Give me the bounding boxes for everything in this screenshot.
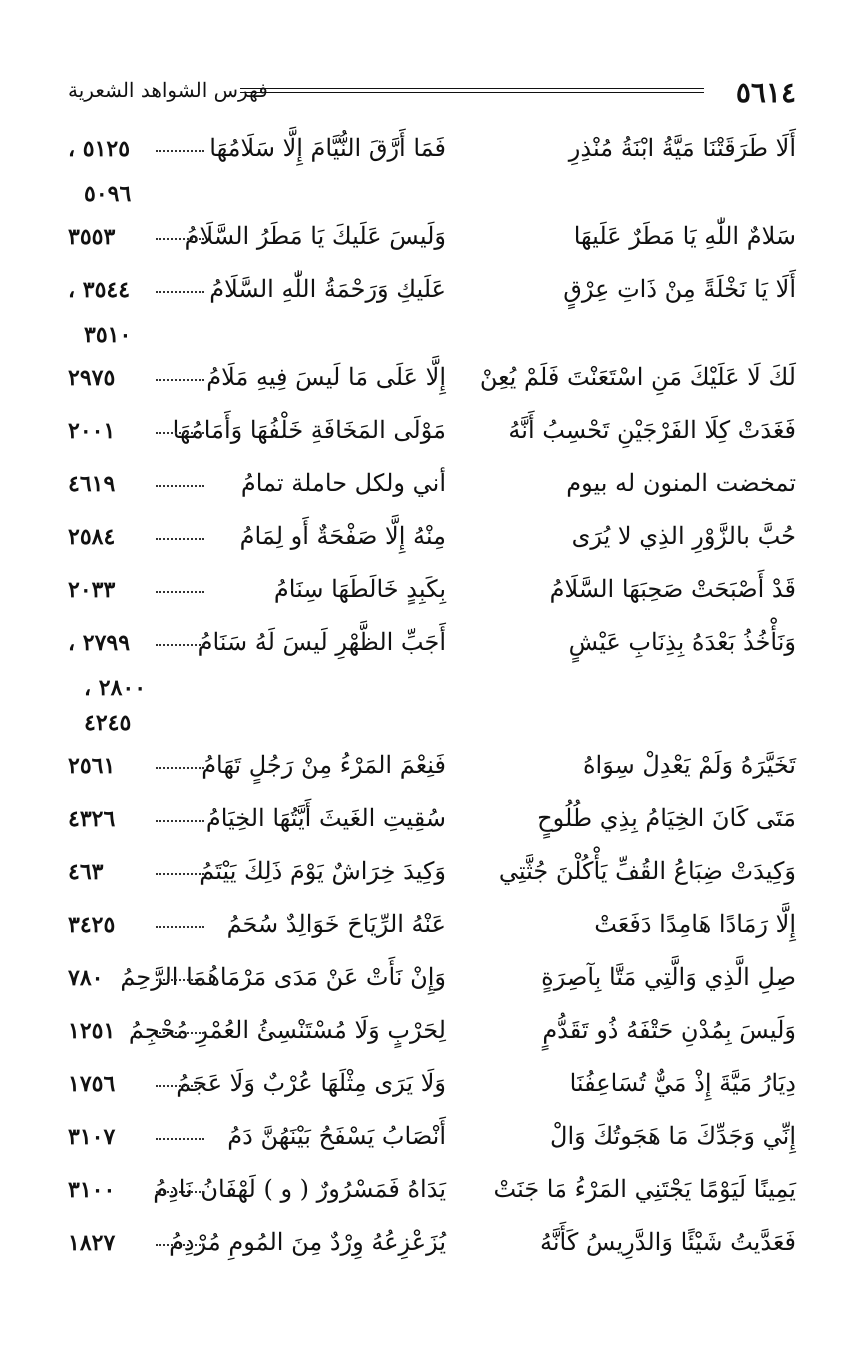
verse-second-hemistich: يَدَاهُ فَمَسْرُورٌ ( و ) لَهْفَانُ نَادِمُ (153, 1175, 446, 1203)
verse-reference-numbers: ٥١٢٥ ، (68, 136, 131, 162)
leader-dots (156, 1191, 204, 1193)
verse-row (68, 1116, 796, 1169)
verse-row (68, 904, 796, 957)
verse-second-hemistich: سُقِيتِ الغَيثَ أَيَّتُهَا الخِيَامُ (205, 804, 446, 832)
verse-row (68, 622, 796, 675)
verse-reference-numbers: ١٧٥٦ (68, 1071, 116, 1097)
leader-dots (156, 926, 204, 928)
leader-dots (156, 150, 204, 152)
page-header (68, 78, 796, 108)
verse-reference-numbers: ٢٠٣٣ (68, 577, 116, 603)
verse-row (68, 1010, 796, 1063)
verse-first-hemistich: أَلَا طَرَقَتْنَا مَيَّةُ ابْنَةُ مُنْذِرِ (568, 134, 796, 162)
verse-row (68, 410, 796, 463)
verse-reference-numbers: ٣١٠٧ (68, 1124, 116, 1150)
leader-dots (156, 1138, 204, 1140)
verse-first-hemistich: دِيَارُ مَيَّةَ إِذْ مَيٌّ تُسَاعِفُنَا (569, 1069, 796, 1097)
verse-reference-numbers: ٣٤٢٥ (68, 912, 116, 938)
verse-reference-numbers: ١٢٥١ (68, 1018, 116, 1044)
verse-second-hemistich: مِنْهُ إِلَّا صَفْحَةٌ أَو لِمَامُ (239, 522, 446, 550)
verse-second-hemistich: عَلَيكِ وَرَحْمَةُ اللّٰهِ السَّلَامُ (209, 275, 446, 303)
verse-first-hemistich: يَمِينًا لَيَوْمًا يَجْتَنِي المَرْءُ مَا جَنَتْ (493, 1175, 796, 1203)
verse-second-hemistich: أَجَبِّ الظَّهْرِ لَيسَ لَهُ سَنَامُ (197, 628, 446, 656)
verse-first-hemistich: صِلِ الَّذِي وَالَّتِي مَتَّا بِآصِرَةٍ (541, 963, 796, 991)
verse-first-hemistich: وَكِيدَتْ ضِبَاعُ القُفِّ يَأْكُلْنَ جُثَّتِي (498, 857, 796, 885)
verse-row (68, 1169, 796, 1222)
verse-second-hemistich: وَإِنْ نَأَتْ عَنْ مَدَى مَرْمَاهُمَا الرَّحِمُ (120, 963, 446, 991)
verse-row (68, 516, 796, 569)
verse-row-continuation (68, 710, 796, 745)
verse-first-hemistich: تمخضت المنون له بيوم (566, 469, 796, 497)
verse-second-hemistich: بِكَبِدٍ خَالَطَهَا سِنَامُ (273, 575, 446, 603)
verse-second-hemistich: وَلَا يَرَى مِثْلَهَا عُرْبٌ وَلَا عَجَمُ (176, 1069, 446, 1097)
verse-row (68, 128, 796, 181)
header-rule (240, 88, 704, 93)
verse-first-hemistich: إِنِّي وَجَدِّكَ مَا هَجَوتُكَ وَالْ (550, 1122, 796, 1150)
leader-dots (156, 538, 204, 540)
verse-row (68, 745, 796, 798)
verse-second-hemistich: وَلَيسَ عَلَيكَ يَا مَطَرُ السَّلَامُ (184, 222, 446, 250)
verse-second-hemistich: فَمَا أَرَّقَ النُّيَّامَ إِلَّا سَلَامُهَا (209, 134, 446, 162)
verse-reference-numbers: ١٨٢٧ (68, 1230, 116, 1256)
verse-first-hemistich: قَدْ أَصْبَحَتْ صَحِبَهَا السَّلَامُ (549, 575, 796, 603)
verse-row-continuation (68, 322, 796, 357)
leader-dots (156, 432, 204, 434)
verse-first-hemistich: فَغَدَتْ كِلَا الفَرْجَيْنِ تَحْسِبُ أَنَّهُ (508, 416, 796, 444)
verse-index-list (68, 128, 796, 1275)
verse-reference-numbers: ٣١٠٠ (68, 1177, 116, 1203)
verse-first-hemistich: لَكَ لَا عَلَيْكَ مَنِ اسْتَعَنْتَ فَلَمْ يُعِنْ (479, 363, 796, 391)
leader-dots (156, 644, 204, 646)
leader-dots (156, 1085, 204, 1087)
verse-first-hemistich: أَلَا يَا نَخْلَةً مِنْ ذَاتِ عِرْقٍ (563, 275, 796, 303)
verse-first-hemistich: إِلَّا رَمَادًا هَامِدًا دَفَعَتْ (594, 910, 796, 938)
verse-row (68, 851, 796, 904)
verse-reference-numbers: ٢٥٨٤ (68, 524, 116, 550)
verse-reference-numbers: ٤٦١٩ (68, 471, 116, 497)
verse-second-hemistich: أني ولكل حاملة تمامُ (240, 469, 446, 497)
verse-reference-numbers: ٤٢٤٥ (84, 710, 132, 736)
verse-first-hemistich: مَتَى كَانَ الخِيَامُ بِذِي طُلُوحٍ (537, 804, 796, 832)
index-title: فهرس الشواهد الشعرية (68, 78, 268, 102)
verse-row (68, 957, 796, 1010)
verse-reference-numbers: ٧٨٠ (68, 965, 104, 991)
verse-row (68, 798, 796, 851)
verse-second-hemistich: فَنِعْمَ المَرْءُ مِنْ رَجُلٍ تَهَامُ (201, 751, 446, 779)
verse-second-hemistich: وَكِيدَ خِرَاشٌ يَوْمَ ذَلِكَ يَيْتَمُ (199, 857, 446, 885)
verse-first-hemistich: حُبَّ بالزَّوْرِ الذِي لا يُرَى (571, 522, 796, 550)
verse-reference-numbers: ٢٧٩٩ ، (68, 630, 131, 656)
verse-reference-numbers: ٥٠٩٦ (84, 181, 132, 207)
verse-first-hemistich: فَعَدَّيتُ شَيْئًا وَالدَّرِيسُ كَأَنَّهُ (539, 1228, 796, 1256)
leader-dots (156, 979, 204, 981)
leader-dots (156, 1244, 204, 1246)
leader-dots (156, 591, 204, 593)
verse-row (68, 269, 796, 322)
verse-reference-numbers: ٢٥٦١ (68, 753, 116, 779)
verse-reference-numbers: ٤٦٣ (68, 859, 104, 885)
verse-reference-numbers: ٢٩٧٥ (68, 365, 116, 391)
verse-reference-numbers: ٢٨٠٠ ، (84, 675, 147, 701)
leader-dots (156, 291, 204, 293)
verse-row (68, 216, 796, 269)
verse-reference-numbers: ٣٥١٠ (84, 322, 132, 348)
leader-dots (156, 379, 204, 381)
verse-row (68, 1063, 796, 1116)
verse-first-hemistich: وَلَيسَ بِمُدْنِ حَتْفَهُ ذُو تَقَدُّمٍ (542, 1016, 796, 1044)
verse-row (68, 1222, 796, 1275)
verse-second-hemistich: أَنْصَابُ يَسْفَحُ بَيْنَهُنَّ دَمُ (227, 1122, 446, 1150)
verse-row-continuation (68, 675, 796, 710)
verse-row (68, 569, 796, 622)
verse-row (68, 357, 796, 410)
verse-reference-numbers: ٤٣٢٦ (68, 806, 116, 832)
leader-dots (156, 485, 204, 487)
leader-dots (156, 1032, 204, 1034)
verse-first-hemistich: تَخَيَّرَهُ وَلَمْ يَعْدِلْ سِوَاهُ (582, 751, 796, 779)
verse-reference-numbers: ٣٥٥٣ (68, 224, 116, 250)
verse-row (68, 463, 796, 516)
verse-second-hemistich: لِحَرْبٍ وَلَا مُسْتَنْسِئُ العُمْرِ مُحْجِمُ (128, 1016, 446, 1044)
verse-reference-numbers: ٢٠٠١ (68, 418, 116, 444)
verse-row-continuation (68, 181, 796, 216)
verse-second-hemistich: إِلَّا عَلَى مَا لَيسَ فِيهِ مَلَامُ (206, 363, 446, 391)
page-number: ٥٦١٤ (735, 76, 796, 109)
leader-dots (156, 820, 204, 822)
leader-dots (156, 873, 204, 875)
leader-dots (156, 767, 204, 769)
verse-second-hemistich: مَوْلَى المَخَافَةِ خَلْفُهَا وَأَمَامُهَا (172, 416, 446, 444)
verse-second-hemistich: يُزَعْزِعُهُ وِرْدٌ مِنَ المُومِ مُرْدِمُ (169, 1228, 446, 1256)
verse-first-hemistich: وَنَأْخُذُ بَعْدَهُ بِذِنَابِ عَيْشٍ (568, 628, 796, 656)
verse-first-hemistich: سَلامٌ اللّٰهِ يَا مَطَرٌ عَلَيهَا (573, 222, 796, 250)
verse-second-hemistich: عَنْهُ الرِّيَاحَ خَوَالِدٌ سُحَمُ (226, 910, 446, 938)
leader-dots (156, 238, 204, 240)
verse-reference-numbers: ٣٥٤٤ ، (68, 277, 131, 303)
